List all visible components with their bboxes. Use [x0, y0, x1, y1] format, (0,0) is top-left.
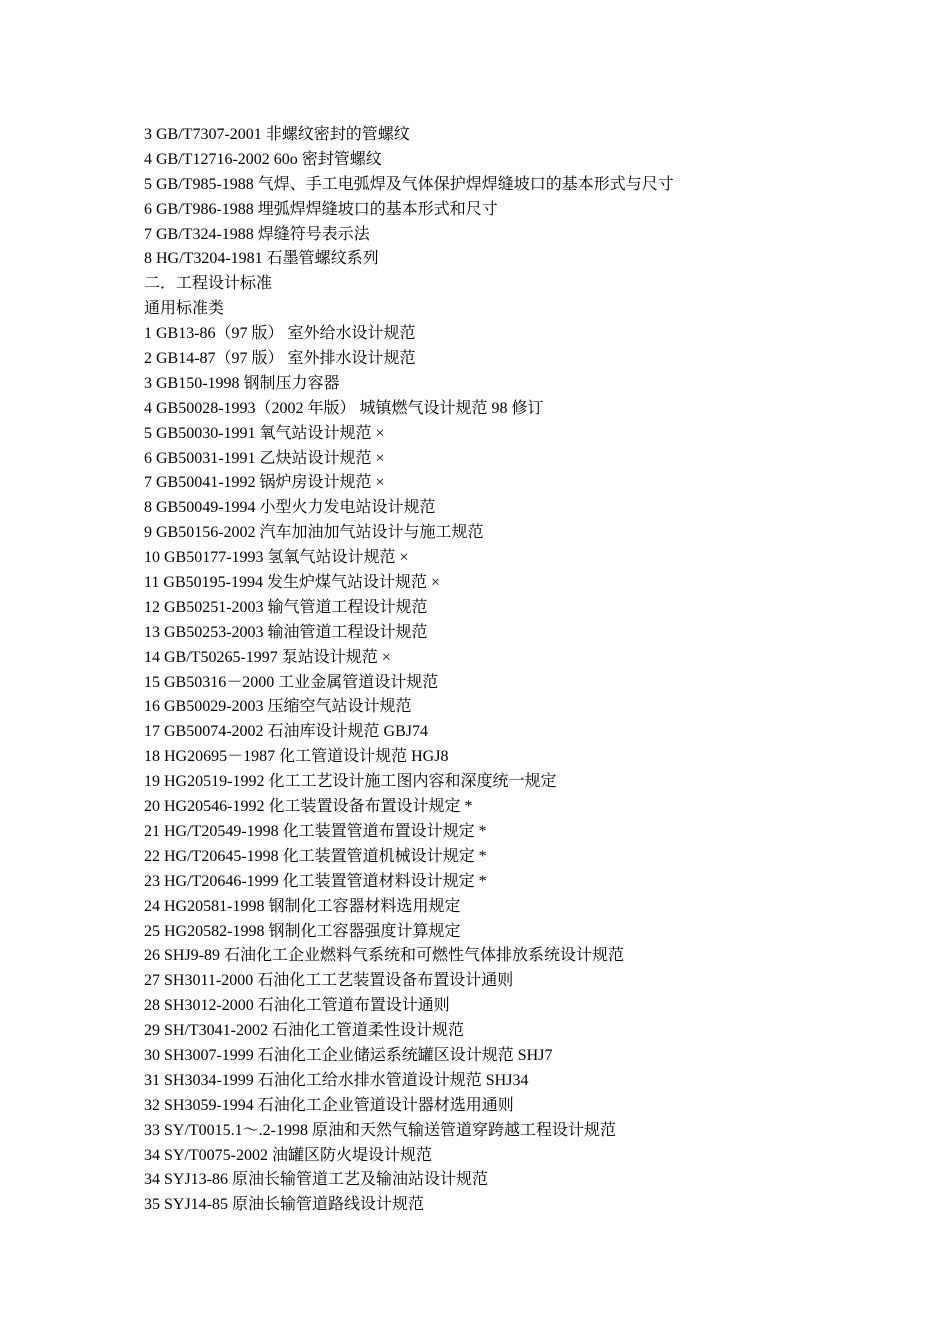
text-line: 4 GB/T12716-2002 60o 密封管螺纹 [144, 150, 382, 168]
text-line: 2 GB14-87（97 版） 室外排水设计规范 [144, 350, 416, 368]
text-line: 29 SH/T3041-2002 石油化工管道柔性设计规范 [144, 1022, 465, 1040]
text-line: 23 HG/T20646-1999 化工装置管道材料设计规定 * [144, 872, 487, 890]
text-line: 21 HG/T20549-1998 化工装置管道布置设计规定 * [144, 822, 487, 840]
text-line: 6 GB/T986-1988 埋弧焊焊缝坡口的基本形式和尺寸 [144, 200, 498, 218]
text-line: 7 GB/T324-1988 焊缝符号表示法 [144, 225, 370, 243]
text-line: 3 GB150-1998 钢制压力容器 [144, 374, 340, 392]
text-line: 28 SH3012-2000 石油化工管道布置设计通则 [144, 997, 450, 1015]
text-line: 25 HG20582-1998 钢制化工容器强度计算规定 [144, 922, 461, 940]
text-line: 9 GB50156-2002 汽车加油加气站设计与施工规范 [144, 524, 484, 542]
text-line: 5 GB/T985-1988 气焊、手工电弧焊及气体保护焊焊缝坡口的基本形式与尺寸 [144, 175, 674, 193]
text-line: 24 HG20581-1998 钢制化工容器材料选用规定 [144, 897, 461, 915]
text-line: 12 GB50251-2003 输气管道工程设计规范 [144, 598, 428, 616]
text-line: 15 GB50316－2000 工业金属管道设计规范 [144, 673, 439, 691]
text-line: 6 GB50031-1991 乙炔站设计规范 × [144, 449, 385, 467]
document-body [144, 123, 924, 1218]
text-line: 30 SH3007-1999 石油化工企业储运系统罐区设计规范 SHJ7 [144, 1046, 553, 1064]
text-line: 33 SY/T0015.1～.2-1998 原油和天然气输送管道穿跨越工程设计规范 [144, 1121, 617, 1139]
section-heading: 二．工程设计标准 [144, 275, 273, 293]
text-line: 19 HG20519-1992 化工工艺设计施工图内容和深度统一规定 [144, 773, 557, 791]
text-line: 11 GB50195-1994 发生炉煤气站设计规范 × [144, 574, 440, 592]
text-line: 13 GB50253-2003 输油管道工程设计规范 [144, 623, 428, 641]
text-line: 27 SH3011-2000 石油化工工艺装置设备布置设计通则 [144, 972, 514, 990]
text-line: 34 SYJ13-86 原油长输管道工艺及输油站设计规范 [144, 1171, 489, 1189]
text-line: 16 GB50029-2003 压缩空气站设计规范 [144, 698, 412, 716]
text-line: 22 HG/T20645-1998 化工装置管道机械设计规定 * [144, 847, 487, 865]
subsection-heading: 通用标准类 [144, 300, 225, 318]
text-line: 31 SH3034-1999 石油化工给水排水管道设计规范 SHJ34 [144, 1071, 529, 1089]
text-line: 10 GB50177-1993 氢氧气站设计规范 × [144, 549, 409, 567]
text-line: 14 GB/T50265-1997 泵站设计规范 × [144, 648, 391, 666]
text-line: 4 GB50028-1993（2002 年版） 城镇燃气设计规范 98 修订 [144, 399, 544, 417]
text-line: 32 SH3059-1994 石油化工企业管道设计器材选用通则 [144, 1096, 514, 1114]
text-line: 20 HG20546-1992 化工装置设备布置设计规定 * [144, 798, 473, 816]
text-line: 34 SY/T0075-2002 油罐区防火堤设计规范 [144, 1146, 433, 1164]
text-line: 3 GB/T7307-2001 非螺纹密封的管螺纹 [144, 126, 410, 143]
text-line: 35 SYJ14-85 原油长输管道路线设计规范 [144, 1196, 425, 1214]
text-line: 7 GB50041-1992 锅炉房设计规范 × [144, 474, 385, 492]
text-line: 17 GB50074-2002 石油库设计规范 GBJ74 [144, 723, 429, 741]
text-line: 26 SHJ9-89 石油化工企业燃料气系统和可燃性气体排放系统设计规范 [144, 947, 625, 965]
text-line: 18 HG20695－1987 化工管道设计规范 HGJ8 [144, 748, 449, 766]
text-line: 8 GB50049-1994 小型火力发电站设计规范 [144, 499, 436, 517]
text-line: 5 GB50030-1991 氧气站设计规范 × [144, 424, 385, 442]
text-line: 1 GB13-86（97 版） 室外给水设计规范 [144, 325, 416, 343]
text-line: 8 HG/T3204-1981 石墨管螺纹系列 [144, 250, 379, 268]
